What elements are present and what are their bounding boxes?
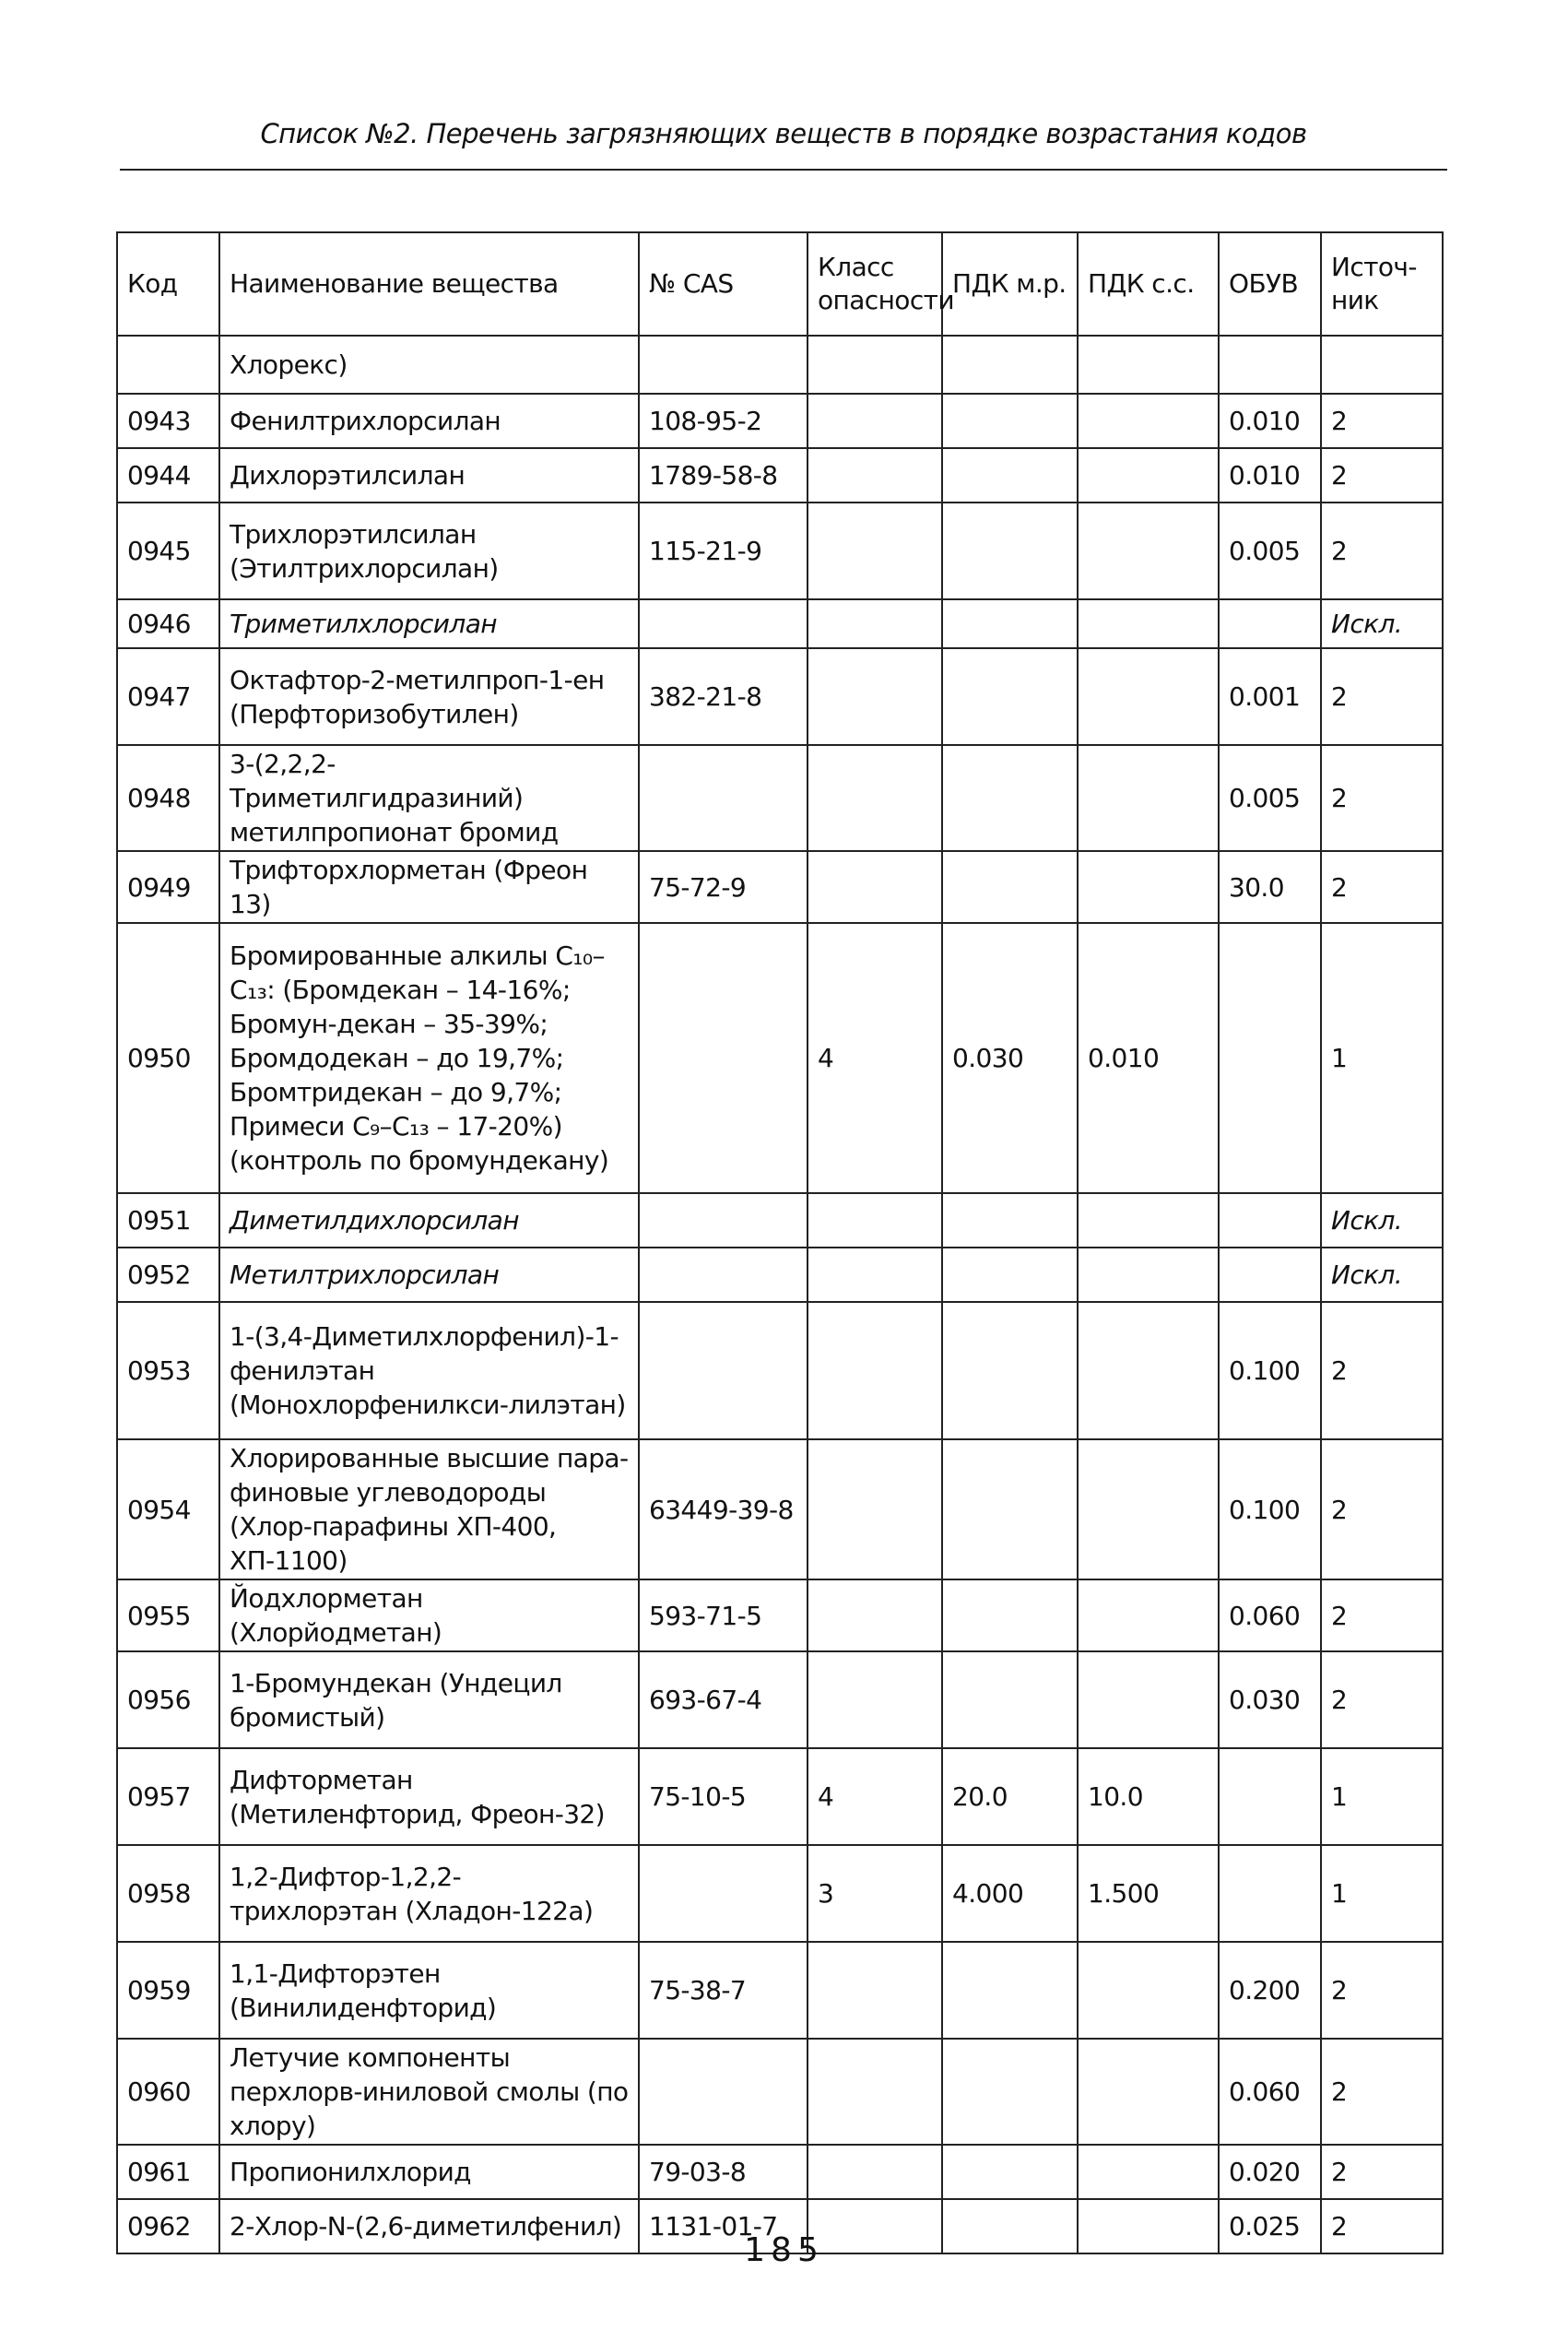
table-row: [117, 2145, 1443, 2199]
hazard-class-cell: [808, 599, 942, 648]
pdk-mr-cell: [942, 394, 1078, 448]
code-cell: 0956: [117, 1651, 219, 1748]
table-row: [117, 1942, 1443, 2039]
source-cell: 2: [1321, 745, 1443, 851]
cas-cell: [639, 923, 808, 1193]
pdk-mr-cell: [942, 1302, 1078, 1439]
column-header-hazard-class: Класс опасности: [808, 232, 942, 336]
cas-cell: [639, 1193, 808, 1248]
table-row: [117, 648, 1443, 745]
name-cell: Триметилхлорсилан: [219, 599, 639, 648]
table-row: [117, 923, 1443, 1193]
code-cell: 0958: [117, 1845, 219, 1942]
source-cell: Искл.: [1321, 599, 1443, 648]
obuv-cell: [1219, 923, 1321, 1193]
source-cell: Искл.: [1321, 1248, 1443, 1302]
cas-cell: 75-38-7: [639, 1942, 808, 2039]
cas-cell: [639, 1302, 808, 1439]
pdk-mr-cell: 4.000: [942, 1845, 1078, 1942]
table-row: [117, 1248, 1443, 1302]
name-cell: Бромированные алкилы C₁₀–C₁₃: (Бромдекан – 14-16%; Бромун-декан – 35-39%; Бромдодекан – до 19,7%; Бромтридекан – до 9,7%; Примеси C₉–C₁₃ – 17-20%) (контроль по бромундекану): [219, 923, 639, 1193]
source-cell: 2: [1321, 1579, 1443, 1651]
name-cell: Трихлорэтилсилан (Этилтрихлорсилан): [219, 503, 639, 599]
header-rule: [120, 169, 1447, 171]
name-cell: Летучие компоненты перхлорв-иниловой смолы (по хлору): [219, 2039, 639, 2145]
hazard-class-cell: [808, 648, 942, 745]
hazard-class-cell: [808, 851, 942, 923]
pdk-ss-cell: [1078, 1302, 1219, 1439]
code-cell: 0962: [117, 2199, 219, 2253]
hazard-class-cell: [808, 448, 942, 503]
code-cell: 0946: [117, 599, 219, 648]
cas-cell: 115-21-9: [639, 503, 808, 599]
column-header-name: Наименование вещества: [219, 232, 639, 336]
pdk-ss-cell: [1078, 2039, 1219, 2145]
source-cell: 2: [1321, 394, 1443, 448]
running-title: Список №2. Перечень загрязняющих веществ в порядке возрастания кодов: [260, 118, 1307, 149]
source-cell: 2: [1321, 1651, 1443, 1748]
table-row: [117, 851, 1443, 923]
pdk-mr-cell: [942, 1439, 1078, 1579]
hazard-class-cell: [808, 336, 942, 394]
hazard-class-cell: [808, 1193, 942, 1248]
code-cell: 0954: [117, 1439, 219, 1579]
obuv-cell: [1219, 599, 1321, 648]
cas-cell: 382-21-8: [639, 648, 808, 745]
cas-cell: 108-95-2: [639, 394, 808, 448]
pdk-ss-cell: [1078, 599, 1219, 648]
obuv-cell: 0.060: [1219, 2039, 1321, 2145]
hazard-class-cell: [808, 1651, 942, 1748]
pdk-ss-cell: 1.500: [1078, 1845, 1219, 1942]
cas-cell: [639, 1845, 808, 1942]
table-row: [117, 599, 1443, 648]
name-cell: Октафтор-2-метилпроп-1-ен (Перфторизобутилен): [219, 648, 639, 745]
code-cell: 0953: [117, 1302, 219, 1439]
pdk-ss-cell: [1078, 1579, 1219, 1651]
code-cell: 0961: [117, 2145, 219, 2199]
code-cell: 0951: [117, 1193, 219, 1248]
page-number: 185: [744, 2231, 824, 2269]
hazard-class-cell: [808, 1579, 942, 1651]
pdk-mr-cell: [942, 448, 1078, 503]
name-cell: Пропионилхлорид: [219, 2145, 639, 2199]
name-cell: Трифторхлорметан (Фреон 13): [219, 851, 639, 923]
cas-cell: 1789-58-8: [639, 448, 808, 503]
column-header-pdk-mr: ПДК м.р.: [942, 232, 1078, 336]
pdk-mr-cell: [942, 851, 1078, 923]
name-cell: 1-(3,4-Диметилхлорфенил)-1-фенилэтан (Монохлорфенилкси-лилэтан): [219, 1302, 639, 1439]
code-cell: 0948: [117, 745, 219, 851]
pdk-ss-cell: [1078, 745, 1219, 851]
cas-cell: 75-10-5: [639, 1748, 808, 1845]
hazard-class-cell: 4: [808, 923, 942, 1193]
obuv-cell: 0.020: [1219, 2145, 1321, 2199]
pdk-mr-cell: [942, 599, 1078, 648]
pdk-ss-cell: [1078, 1248, 1219, 1302]
pdk-ss-cell: [1078, 851, 1219, 923]
source-cell: [1321, 336, 1443, 394]
column-header-cas: № CAS: [639, 232, 808, 336]
table-row: [117, 1845, 1443, 1942]
pdk-ss-cell: [1078, 336, 1219, 394]
pdk-mr-cell: [942, 1193, 1078, 1248]
code-cell: 0943: [117, 394, 219, 448]
pdk-mr-cell: [942, 1579, 1078, 1651]
obuv-cell: 0.005: [1219, 745, 1321, 851]
source-cell: 1: [1321, 923, 1443, 1193]
code-cell: 0955: [117, 1579, 219, 1651]
obuv-cell: 0.005: [1219, 503, 1321, 599]
table-row: [117, 1579, 1443, 1651]
hazard-class-cell: 3: [808, 1845, 942, 1942]
obuv-cell: 0.010: [1219, 394, 1321, 448]
table-row: [117, 394, 1443, 448]
pdk-mr-cell: 0.030: [942, 923, 1078, 1193]
cas-cell: 75-72-9: [639, 851, 808, 923]
pdk-ss-cell: [1078, 394, 1219, 448]
name-cell: 3-(2,2,2-Триметилгидразиний) метилпропионат бромид: [219, 745, 639, 851]
name-cell: Дифторметан (Метиленфторид, Фреон-32): [219, 1748, 639, 1845]
pdk-ss-cell: [1078, 1439, 1219, 1579]
cas-cell: [639, 336, 808, 394]
table-row: [117, 1302, 1443, 1439]
source-cell: 2: [1321, 448, 1443, 503]
cas-cell: [639, 1248, 808, 1302]
source-cell: Искл.: [1321, 1193, 1443, 1248]
hazard-class-cell: [808, 1942, 942, 2039]
column-header-code: Код: [117, 232, 219, 336]
hazard-class-cell: [808, 1302, 942, 1439]
source-cell: 2: [1321, 1942, 1443, 2039]
code-cell: 0950: [117, 923, 219, 1193]
obuv-cell: 0.030: [1219, 1651, 1321, 1748]
table-row: [117, 745, 1443, 851]
name-cell: Метилтрихлорсилан: [219, 1248, 639, 1302]
cas-cell: [639, 2039, 808, 2145]
name-cell: 2-Хлор-N-(2,6-диметилфенил): [219, 2199, 639, 2253]
pdk-mr-cell: [942, 2145, 1078, 2199]
hazard-class-cell: 4: [808, 1748, 942, 1845]
pdk-mr-cell: [942, 1942, 1078, 2039]
table-header-row: [117, 232, 1443, 336]
obuv-cell: 0.001: [1219, 648, 1321, 745]
cas-cell: [639, 599, 808, 648]
pdk-ss-cell: [1078, 648, 1219, 745]
pdk-mr-cell: [942, 2039, 1078, 2145]
name-cell: Хлорекс): [219, 336, 639, 394]
name-cell: 1-Бромундекан (Ундецил бромистый): [219, 1651, 639, 1748]
name-cell: 1,2-Дифтор-1,2,2-трихлорэтан (Хладон-122а): [219, 1845, 639, 1942]
code-cell: 0944: [117, 448, 219, 503]
substances-table: [116, 231, 1444, 2254]
table-row: [117, 448, 1443, 503]
source-cell: 1: [1321, 1748, 1443, 1845]
name-cell: Дихлорэтилсилан: [219, 448, 639, 503]
source-cell: 2: [1321, 2039, 1443, 2145]
obuv-cell: [1219, 1193, 1321, 1248]
code-cell: 0945: [117, 503, 219, 599]
name-cell: Йодхлорметан (Хлорйодметан): [219, 1579, 639, 1651]
code-cell: 0952: [117, 1248, 219, 1302]
code-cell: 0960: [117, 2039, 219, 2145]
obuv-cell: [1219, 1748, 1321, 1845]
pdk-ss-cell: [1078, 1651, 1219, 1748]
code-cell: 0947: [117, 648, 219, 745]
pdk-mr-cell: [942, 1651, 1078, 1748]
obuv-cell: 0.200: [1219, 1942, 1321, 2039]
pdk-mr-cell: [942, 1248, 1078, 1302]
pdk-mr-cell: [942, 745, 1078, 851]
cas-cell: [639, 745, 808, 851]
name-cell: 1,1-Дифторэтен (Винилиденфторид): [219, 1942, 639, 2039]
code-cell: 0949: [117, 851, 219, 923]
cas-cell: 1131-01-7: [639, 2199, 808, 2253]
source-cell: 2: [1321, 648, 1443, 745]
obuv-cell: [1219, 1845, 1321, 1942]
obuv-cell: 0.010: [1219, 448, 1321, 503]
column-header-pdk-ss: ПДК с.с.: [1078, 232, 1219, 336]
table-row: [117, 1748, 1443, 1845]
hazard-class-cell: [808, 394, 942, 448]
pdk-mr-cell: 20.0: [942, 1748, 1078, 1845]
obuv-cell: 0.060: [1219, 1579, 1321, 1651]
pdk-ss-cell: [1078, 1942, 1219, 2039]
source-cell: 2: [1321, 1439, 1443, 1579]
column-header-source: Источ-ник: [1321, 232, 1443, 336]
name-cell: Фенилтрихлорсилан: [219, 394, 639, 448]
pdk-mr-cell: [942, 648, 1078, 745]
source-cell: 1: [1321, 1845, 1443, 1942]
code-cell: 0959: [117, 1942, 219, 2039]
hazard-class-cell: [808, 2145, 942, 2199]
table-row: [117, 1439, 1443, 1579]
source-cell: 2: [1321, 2199, 1443, 2253]
obuv-cell: 30.0: [1219, 851, 1321, 923]
obuv-cell: 0.100: [1219, 1439, 1321, 1579]
source-cell: 2: [1321, 1302, 1443, 1439]
hazard-class-cell: [808, 503, 942, 599]
table-row: [117, 2039, 1443, 2145]
code-cell: [117, 336, 219, 394]
column-header-obuv: ОБУВ: [1219, 232, 1321, 336]
cas-cell: 693-67-4: [639, 1651, 808, 1748]
obuv-cell: [1219, 1248, 1321, 1302]
hazard-class-cell: [808, 2039, 942, 2145]
table-row: [117, 503, 1443, 599]
obuv-cell: [1219, 336, 1321, 394]
pdk-mr-cell: [942, 503, 1078, 599]
name-cell: Диметилдихлорсилан: [219, 1193, 639, 1248]
pdk-ss-cell: [1078, 1193, 1219, 1248]
pdk-ss-cell: 10.0: [1078, 1748, 1219, 1845]
pdk-mr-cell: [942, 336, 1078, 394]
pdk-ss-cell: [1078, 503, 1219, 599]
table-row: [117, 336, 1443, 394]
hazard-class-cell: [808, 1439, 942, 1579]
table-row: [117, 1193, 1443, 1248]
name-cell: Хлорированные высшие пара-финовые углеводороды (Хлор-парафины ХП-400, ХП-1100): [219, 1439, 639, 1579]
cas-cell: 593-71-5: [639, 1579, 808, 1651]
source-cell: 2: [1321, 2145, 1443, 2199]
pdk-ss-cell: [1078, 448, 1219, 503]
obuv-cell: 0.100: [1219, 1302, 1321, 1439]
table-row: [117, 1651, 1443, 1748]
hazard-class-cell: [808, 1248, 942, 1302]
hazard-class-cell: [808, 745, 942, 851]
obuv-cell: 0.025: [1219, 2199, 1321, 2253]
cas-cell: 63449-39-8: [639, 1439, 808, 1579]
pdk-ss-cell: [1078, 2145, 1219, 2199]
source-cell: 2: [1321, 503, 1443, 599]
code-cell: 0957: [117, 1748, 219, 1845]
pdk-ss-cell: 0.010: [1078, 923, 1219, 1193]
source-cell: 2: [1321, 851, 1443, 923]
cas-cell: 79-03-8: [639, 2145, 808, 2199]
